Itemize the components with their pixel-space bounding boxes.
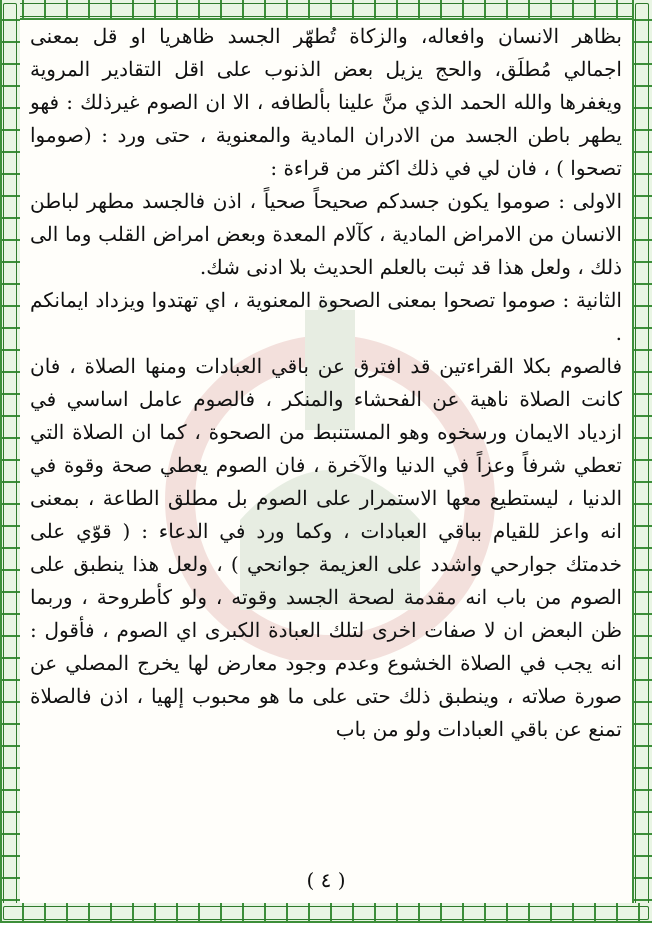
bottom-margin [0,923,652,935]
paragraph-first-reading: الاولى : صوموا يكون جسدكم صحيحاً صحياً ، اذن فالجسد مطهر لباطن الانسان من الامراض المادية ، كآلام المعدة وبعض امراض القلب وما الى ذلك ، ولعل هذا قد ثبت بالعلم الحديث بلا ادنى شك. [30,189,622,279]
decorative-border-right [632,0,652,923]
page-body-text [30,20,622,870]
decorative-border-top [0,0,652,20]
paragraph-second-reading: الثانية : صوموا تصحوا بمعنى الصحوة المعنوية ، اي تهتدوا ويزداد ايمانكم . [30,288,622,345]
decorative-border-bottom [0,903,652,923]
decorative-border-left [0,0,20,923]
paragraph-fasting-comparison: فالصوم بكلا القراءتين قد افترق عن باقي العبادات ومنها الصلاة ، فان كانت الصلاة ناهية عن الفحشاء والمنكر ، فالصوم عامل اساسي في ازدياد الايمان ورسخوه وهو المستنبط من الصحوة ، كما ان الصلاة التي تعطي شرفاً وعزاً في الدنيا والآخرة ، فان الصوم يعطي صحة وقوة في الدنيا ، ليستطيع معها الاستمرار على الصوم بل مطلق الطاعة ، بمعنى انه واعز للقيام بباقي العبادات ، وكما ورد في الدعاء : ( قوّي على خدمتك جوارحي واشدد على العزيمة جوانحي ) ، ولعل هذا ينطبق على الصوم من باب انه مقدمة لصحة الجسد وقوته ، ولو كأطروحة ، وربما ظن البعض ان لا صفات اخرى لتلك العبادة الكبرى اي الصوم ، فأقول : انه يجب في الصلاة الخشوع وعدم وجود معارض لها يخرج المصلي عن صورة صلاته ، وينطبق ذلك حتى على ما هو محبوب إلهيا ، اذن فالصلاة تمنع عن باقي العبادات ولو من باب [30,354,623,741]
paragraph-intro: بظاهر الانسان وافعاله، والزكاة تُطهّر الجسد ظاهريا او قل بمعنى اجمالي مُطلَق، والحج يزيل بعض الذنوب على اقل التقادير المروية ويغفرها والله الحمد الذي منَّ علينا بألطافه ، الا ان الصوم غيرذلك : فهو يطهر باطن الجسد من الادران المادية والمعنوية ، حتى ورد : (صوموا تصحوا ) ، فان لي في ذلك اكثر من قراءة : [30,24,623,180]
page-number: ( ٤ ) [306,868,346,892]
